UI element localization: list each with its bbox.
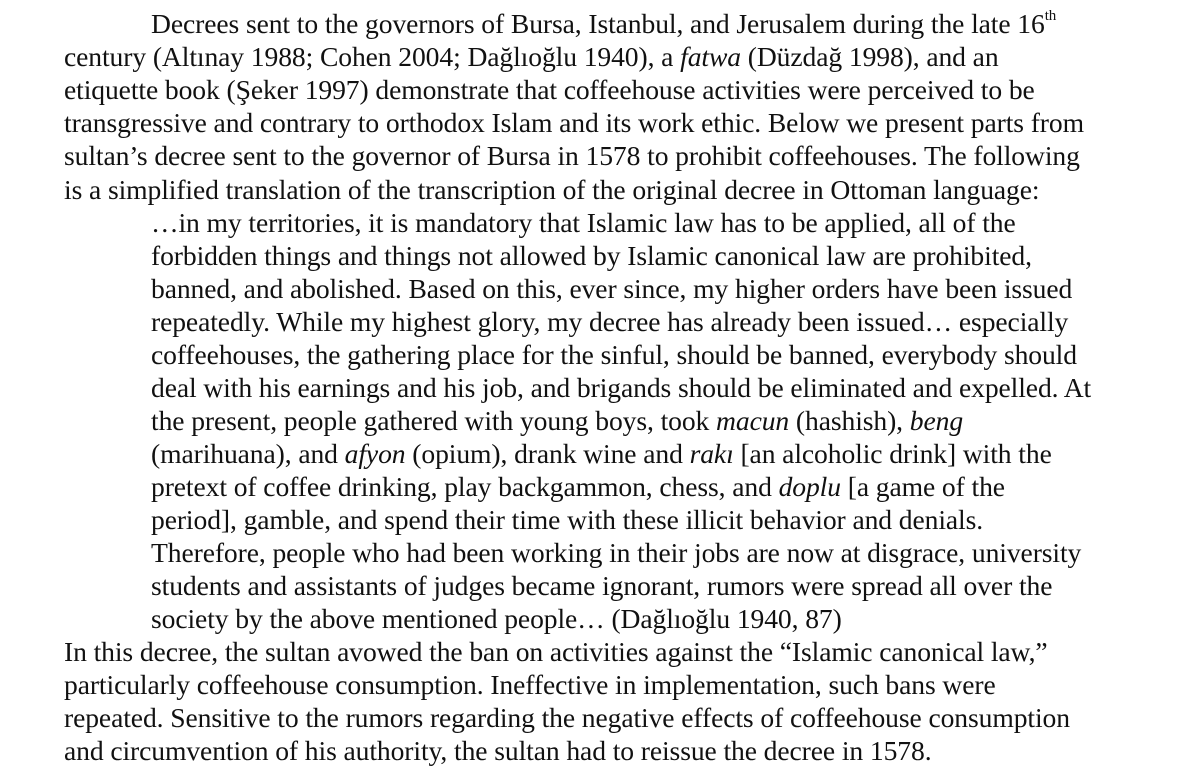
quote-line: banned, and abolished. Based on this, ever since, my higher orders have been issued bbox=[151, 273, 1073, 304]
italic-term: fatwa bbox=[680, 41, 741, 72]
quote-line: Therefore, people who had been working in their jobs are now at disgrace, university bbox=[151, 537, 1082, 568]
text-line: repeated. Sensitive to the rumors regarding the negative effects of coffeehouse consumption bbox=[64, 702, 1070, 733]
text-span: [a game of the bbox=[840, 471, 1005, 502]
text-span: (Düzdağ 1998), and an bbox=[740, 41, 999, 72]
quote-line: students and assistants of judges became ignorant, rumors were spread all over the bbox=[151, 570, 1053, 601]
quote-line bbox=[151, 437, 1052, 470]
text-span: pretext of coffee drinking, play backgammon, chess, and bbox=[151, 471, 779, 502]
text-span: (marihuana), and bbox=[151, 438, 345, 469]
quote-line: …in my territories, it is mandatory that Islamic law has to be applied, all of the bbox=[151, 207, 1016, 238]
quote-line: forbidden things and things not allowed by Islamic canonical law are prohibited, bbox=[151, 240, 1032, 271]
quote-line: period], gamble, and spend their time with these illicit behavior and denials. bbox=[151, 504, 984, 535]
italic-term: rakı bbox=[689, 438, 734, 469]
text-span: (hashish), bbox=[789, 405, 910, 436]
quote-line: coffeehouses, the gathering place for the sinful, should be banned, everybody should bbox=[151, 339, 1077, 370]
text-line: is a simplified translation of the transcription of the original decree in Ottoman language: bbox=[64, 174, 1040, 205]
text-line bbox=[151, 7, 1056, 40]
text-span: century (Altınay 1988; Cohen 2004; Dağlıoğlu 1940), a bbox=[64, 41, 681, 72]
text-line: and circumvention of his authority, the sultan had to reissue the decree in 1578. bbox=[64, 735, 932, 766]
text-span: [an alcoholic drink] with the bbox=[733, 438, 1052, 469]
italic-term: beng bbox=[909, 405, 964, 436]
italic-term: doplu bbox=[778, 471, 841, 502]
text-line bbox=[64, 40, 999, 73]
quote-line: deal with his earnings and his job, and brigands should be eliminated and expelled. At bbox=[151, 372, 1092, 403]
text-line: In this decree, the sultan avowed the ban on activities against the “Islamic canonical law,” bbox=[64, 636, 1048, 667]
quote-line: repeatedly. While my highest glory, my decree has already been issued… especially bbox=[151, 306, 1069, 337]
text-span: the present, people gathered with young boys, took bbox=[151, 405, 717, 436]
superscript: th bbox=[1044, 7, 1057, 24]
quote-line: society by the above mentioned people… (Dağlıoğlu 1940, 87) bbox=[151, 603, 842, 634]
text-line: particularly coffeehouse consumption. Ineffective in implementation, such bans were bbox=[64, 669, 996, 700]
text-line: transgressive and contrary to orthodox Islam and its work ethic. Below we present parts from bbox=[64, 107, 1084, 138]
text-span: Decrees sent to the governors of Bursa, Istanbul, and Jerusalem during the late 16 bbox=[151, 8, 1045, 39]
text-line: etiquette book (Şeker 1997) demonstrate that coffeehouse activities were perceived to be bbox=[64, 74, 1035, 105]
quote-line bbox=[151, 404, 963, 437]
italic-term: afyon bbox=[344, 438, 406, 469]
italic-term: macun bbox=[716, 405, 790, 436]
text-line: sultan’s decree sent to the governor of Bursa in 1578 to prohibit coffeehouses. The following bbox=[64, 140, 1080, 171]
text-span: (opium), drank wine and bbox=[405, 438, 690, 469]
quote-line bbox=[151, 470, 1005, 503]
